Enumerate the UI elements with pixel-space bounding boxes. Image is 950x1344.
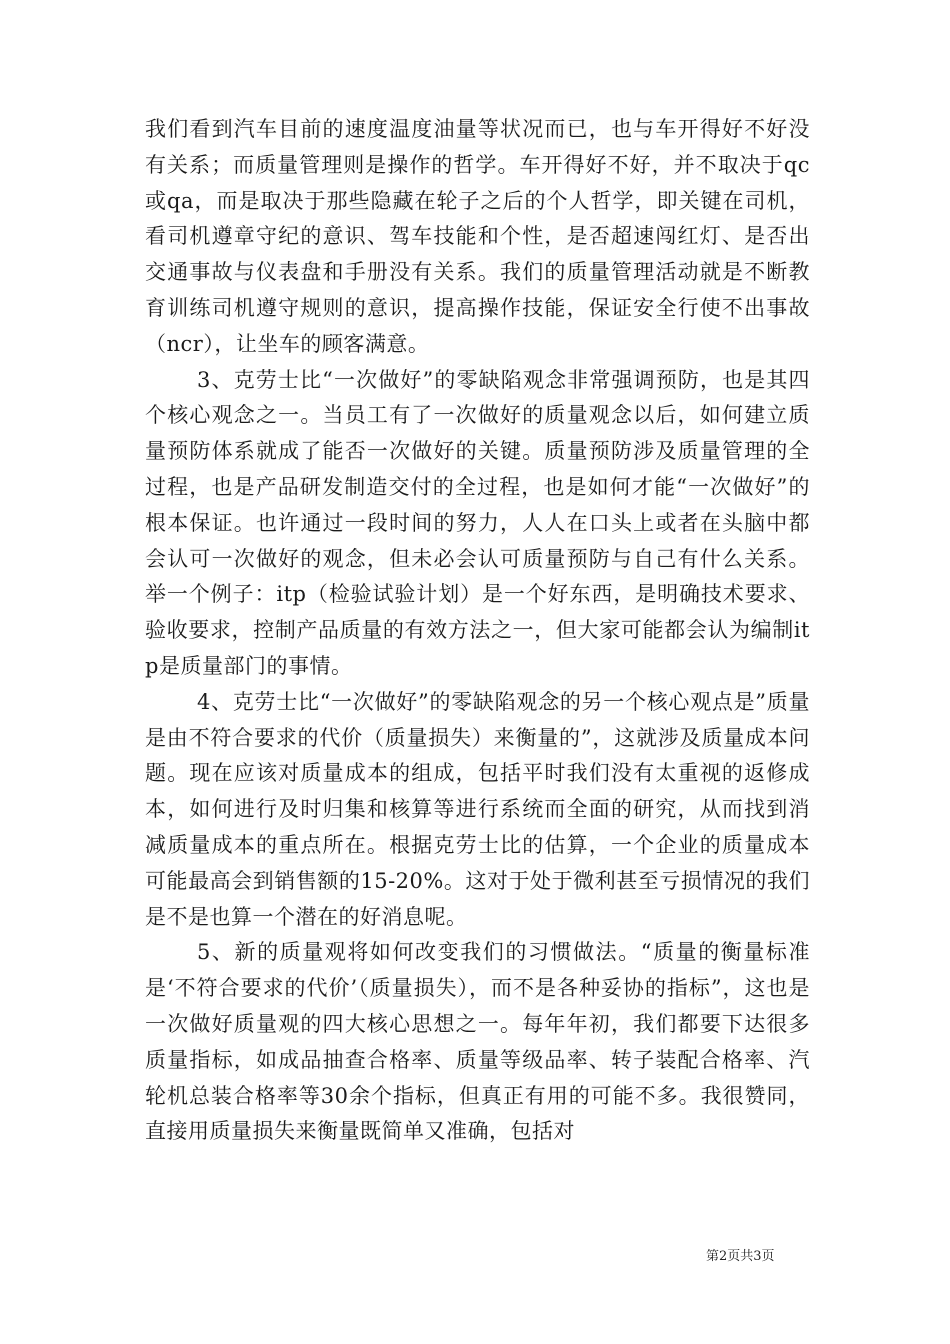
document-body	[145, 112, 810, 1150]
page-number: 第2页共3页	[706, 1249, 775, 1264]
paragraph-point-4: 4、克劳士比“一次做好”的零缺陷观念的另一个核心观点是”质量是由不符合要求的代价（质量损失）来衡量的”，这就涉及质量成本问题。现在应该对质量成本的组成，包括平时我们没有太重视的返修成本，如何进行及时归集和核算等进行系统而全面的研究，从而找到消减质量成本的重点所在。根据克劳士比的估算，一个企业的质量成本可能最高会到销售额的15-20%。这对于处于微利甚至亏损情况的我们是不是也算一个潜在的好消息呢。	[145, 689, 810, 929]
paragraph-point-3: 3、克劳士比“一次做好”的零缺陷观念非常强调预防，也是其四个核心观念之一。当员工有了一次做好的质量观念以后，如何建立质量预防体系就成了能否一次做好的关键。质量预防涉及质量管理的全过程，也是产品研发制造交付的全过程，也是如何才能“一次做好”的根本保证。也许通过一段时间的努力，人人在口头上或者在头脑中都会认可一次做好的观念，但未必会认可质量预防与自己有什么关系。举一个例子：itp（检验试验计划）是一个好东西，是明确技术要求、验收要求，控制产品质量的有效方法之一，但大家可能都会认为编制itp是质量部门的事情。	[145, 367, 810, 678]
paragraph-continuation: 我们看到汽车目前的速度温度油量等状况而已，也与车开得好不好没有关系；而质量管理则是操作的哲学。车开得好不好，并不取决于qc或qa，而是取决于那些隐藏在轮子之后的个人哲学，即关键在司机，看司机遵章守纪的意识、驾车技能和个性，是否超速闯红灯、是否出交通事故与仪表盘和手册没有关系。我们的质量管理活动就是不断教育训练司机遵守规则的意识，提高操作技能，保证安全行使不出事故（ncr），让坐车的顾客满意。	[145, 117, 810, 356]
paragraph-point-5: 5、新的质量观将如何改变我们的习惯做法。“质量的衡量标准是‘不符合要求的代价’（质量损失），而不是各种妥协的指标”，这也是一次做好质量观的四大核心思想之一。每年年初，我们都要下达很多质量指标，如成品抽查合格率、质量等级品率、转子装配合格率、汽轮机总装合格率等30余个指标，但真正有用的可能不多。我很赞同，直接用质量损失来衡量既简单又准确，包括对	[145, 940, 810, 1144]
